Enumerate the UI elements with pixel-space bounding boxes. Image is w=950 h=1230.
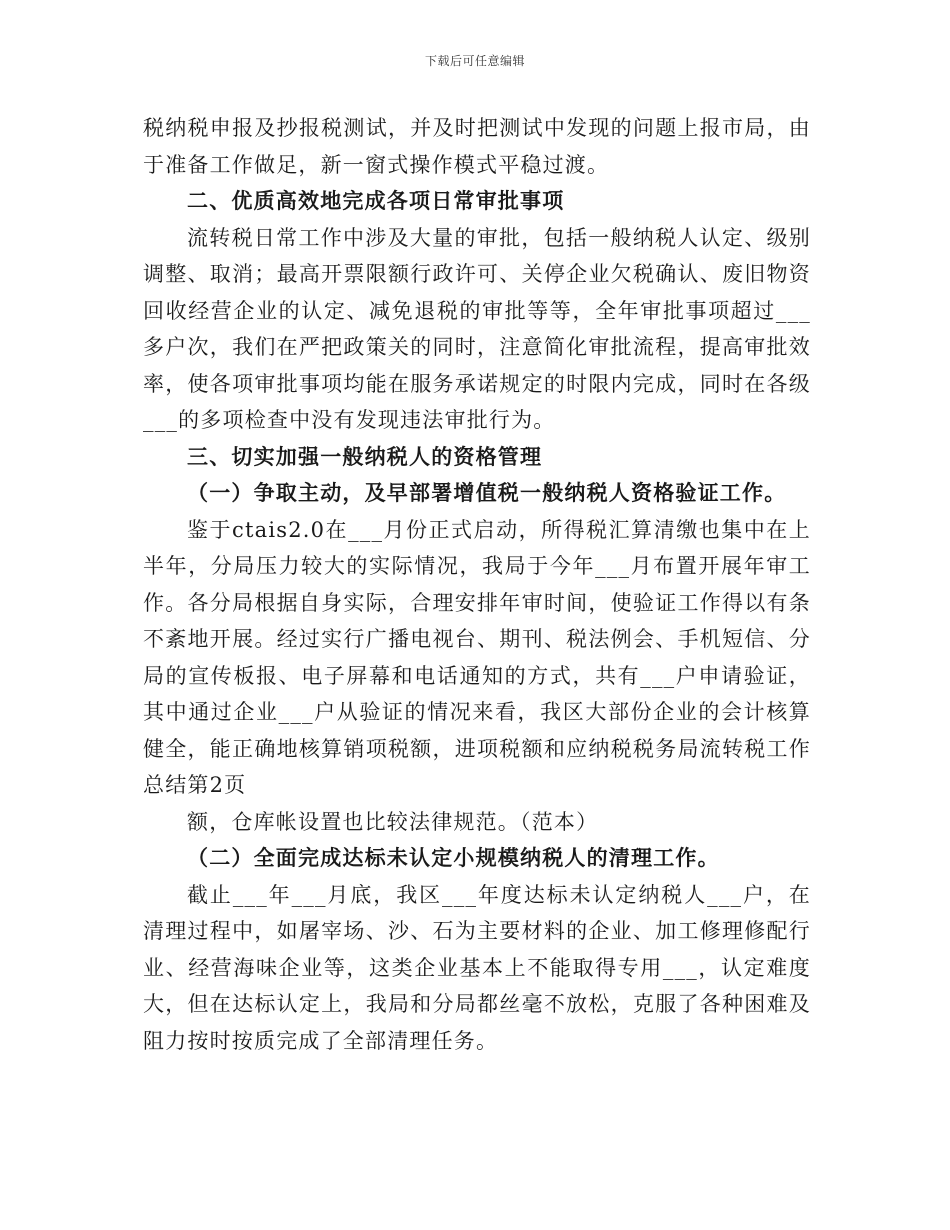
document-body	[143, 110, 811, 1059]
paragraph-cleanup: 截止___年___月底，我区___年度达标未认定纳税人___户，在清理过程中，如屠宰场、沙、石为主要材料的企业、加工修理修配行业、经营海味企业等，这类企业基本上不能取得专用___，认定难度大，但在达标认定上，我局和分局都丝毫不放松，克服了各种困难及阻力按时按质完成了全部清理任务。	[143, 882, 811, 1053]
paragraph-verification: 鉴于ctais2.0在___月份正式启动，所得税汇算清缴也集中在上半年，分局压力较大的实际情况，我局于今年___月布置开展年审工作。各分局根据自身实际，合理安排年审时间，使验证工作得以有条不紊地开展。经过实行广播电视台、期刊、税法例会、手机短信、分局的宣传板报、电子屏幕和电话通知的方式，共有___户申请验证，其中通过企业___户从验证的情况来看，我区大部份企业的会计核算健全，能正确地核算销项税额，进项税额和应纳税税务局流转税工作总结第2页	[143, 517, 811, 797]
paragraph-approvals: 流转税日常工作中涉及大量的审批，包括一般纳税人认定、级别调整、取消；最高开票限额行政许可、关停企业欠税确认、废旧物资回收经营企业的认定、减免退税的审批等等，全年审批事项超过___多户次，我们在严把政策关的同时，注意简化审批流程，提高审批效率，使各项审批事项均能在服务承诺规定的时限内完成，同时在各级___的多项检查中没有发现违法审批行为。	[143, 225, 811, 432]
paragraph-continuation: 税纳税申报及抄报税测试，并及时把测试中发现的问题上报市局，由于准备工作做足，新一窗式操作模式平稳过渡。	[143, 116, 811, 177]
sub-heading-2: （二）全面完成达标未认定小规模纳税人的清理工作。	[187, 845, 720, 870]
section-heading-2: 二、优质高效地完成各项日常审批事项	[187, 188, 565, 213]
section-heading-3: 三、切实加强一般纳税人的资格管理	[187, 443, 543, 469]
sub-heading-1: （一）争取主动，及早部署增值税一般纳税人资格验证工作。	[187, 480, 787, 505]
paragraph-warehouse: 额，仓库帐设置也比较法律规范。（范本）	[187, 809, 599, 834]
page-header-note: 下载后可任意编辑	[424, 54, 525, 68]
